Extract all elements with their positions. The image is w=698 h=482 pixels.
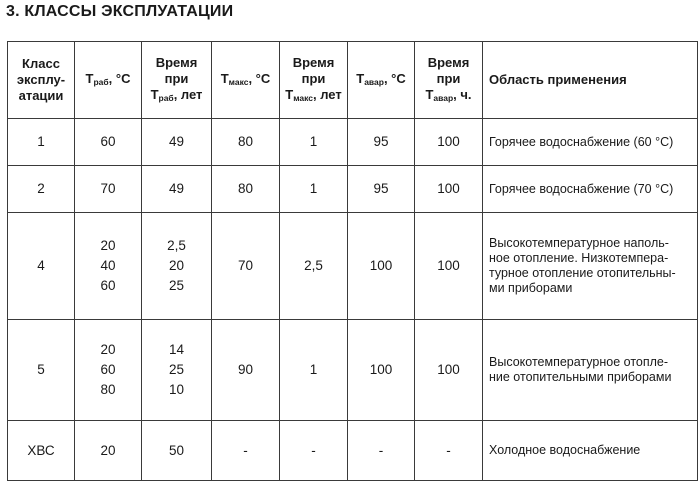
cell-t-max: 90 (212, 320, 280, 421)
cell-t-work: 70 (75, 166, 142, 213)
header-time-max: Время при $Т_{макс}$, лет (280, 42, 348, 119)
cell-t-emergency: 100 (348, 320, 415, 421)
cell-class: 2 (8, 166, 75, 213)
cell-application-area: Горячее водоснабжение (60 °С) (483, 119, 698, 166)
table-row (8, 213, 698, 320)
cell-class: 4 (8, 213, 75, 320)
header-class: Класс эксплу- атации (8, 42, 75, 119)
header-time-work: Время при $Т_{раб}$, лет (142, 42, 212, 119)
cell-t-emergency: - (348, 421, 415, 481)
cell-application-area: Высокотемпературное отопле- ние отопительными приборами (483, 320, 698, 421)
cell-time-max: 2,5 (280, 213, 348, 320)
cell-t-work: 20 60 80 (75, 320, 142, 421)
cell-time-work: 2,5 20 25 (142, 213, 212, 320)
cell-t-work: 20 (75, 421, 142, 481)
table-header-row (8, 42, 698, 119)
cell-t-work: 60 (75, 119, 142, 166)
cell-t-work: 20 40 60 (75, 213, 142, 320)
cell-t-emergency: 100 (348, 213, 415, 320)
cell-time-max: 1 (280, 119, 348, 166)
cell-t-max: 70 (212, 213, 280, 320)
cell-time-emergency: 100 (415, 119, 483, 166)
cell-t-max: - (212, 421, 280, 481)
header-t-work: $Т_{раб}$, °С (75, 42, 142, 119)
cell-class: 1 (8, 119, 75, 166)
operation-classes-table (7, 41, 698, 481)
cell-t-max: 80 (212, 119, 280, 166)
cell-time-emergency: 100 (415, 213, 483, 320)
header-application-area: Область применения (483, 42, 698, 119)
cell-class: 5 (8, 320, 75, 421)
header-time-emergency: Время при $Т_{авар}$, ч. (415, 42, 483, 119)
cell-t-emergency: 95 (348, 166, 415, 213)
cell-application-area: Горячее водоснабжение (70 °С) (483, 166, 698, 213)
cell-time-max: - (280, 421, 348, 481)
cell-time-emergency: - (415, 421, 483, 481)
page-title: 3. КЛАССЫ ЭКСПЛУАТАЦИИ (6, 3, 234, 20)
cell-application-area: Высокотемпературное наполь- ное отопление. Низкотемпера- турное отопление отопительны- ми приборами (483, 213, 698, 320)
cell-time-work: 49 (142, 119, 212, 166)
table-row (8, 320, 698, 421)
cell-class: ХВС (8, 421, 75, 481)
cell-t-max: 80 (212, 166, 280, 213)
table-row (8, 421, 698, 481)
cell-time-max: 1 (280, 166, 348, 213)
table-row (8, 119, 698, 166)
cell-time-emergency: 100 (415, 166, 483, 213)
cell-time-emergency: 100 (415, 320, 483, 421)
cell-t-emergency: 95 (348, 119, 415, 166)
cell-time-work: 50 (142, 421, 212, 481)
cell-application-area: Холодное водоснабжение (483, 421, 698, 481)
cell-time-max: 1 (280, 320, 348, 421)
cell-time-work: 14 25 10 (142, 320, 212, 421)
header-t-max: $Т_{макс}$, °С (212, 42, 280, 119)
table-row (8, 166, 698, 213)
cell-time-work: 49 (142, 166, 212, 213)
header-t-emergency: $Т_{авар}$, °С (348, 42, 415, 119)
